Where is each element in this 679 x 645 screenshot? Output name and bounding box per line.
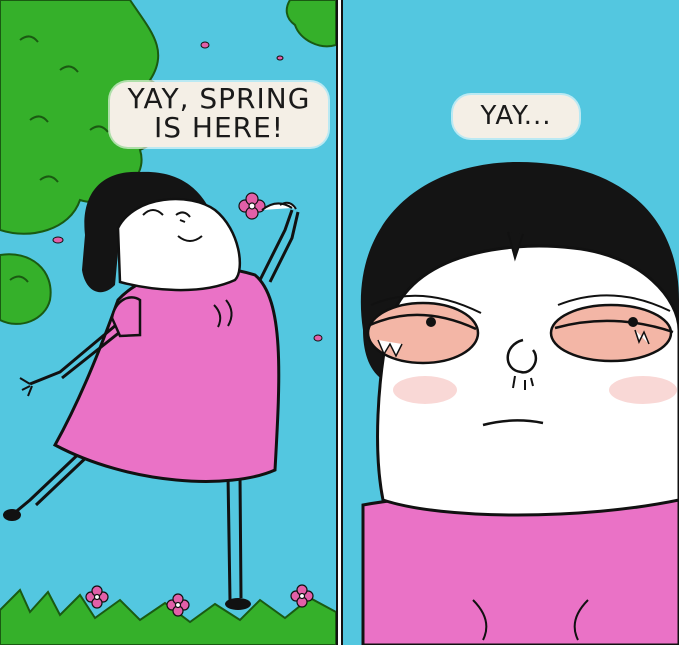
flower-in-hand	[239, 193, 265, 219]
comic-panel-right	[343, 0, 679, 645]
speech-caption-yay	[453, 95, 579, 138]
pink-dress	[363, 495, 679, 645]
grass	[0, 590, 336, 645]
panel-divider	[336, 0, 343, 645]
bush-top-right	[287, 0, 336, 46]
speech-caption-spring	[110, 82, 328, 147]
comic-panel-left	[0, 0, 336, 645]
caption-text: YAY...	[480, 101, 552, 131]
back-leg-inner	[36, 452, 92, 505]
tree-foliage-lower	[0, 254, 51, 324]
pink-dress	[55, 268, 279, 482]
caption-text: YAY, SPRING IS HERE!	[127, 82, 311, 145]
front-leg	[228, 475, 241, 600]
